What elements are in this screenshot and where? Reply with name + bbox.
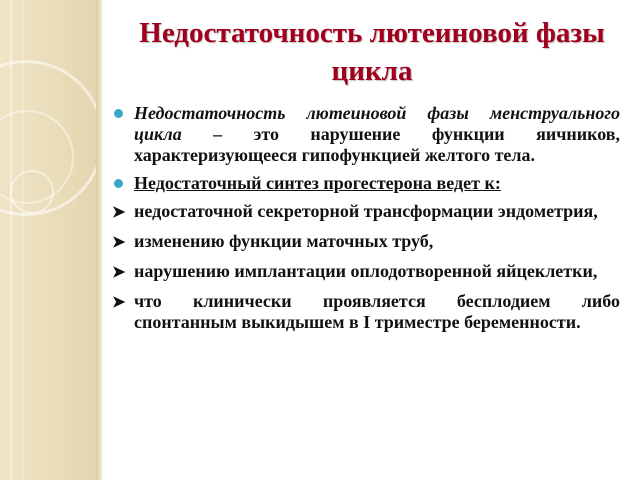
bullet-list: [112, 103, 620, 342]
definition-text: – это нарушение функции яичников, характеризующееся гипофункцией желтого тела.: [134, 124, 620, 165]
band-edge: [96, 0, 102, 480]
list-item-text: недостаточной секреторной трансформации эндометрия,: [134, 201, 598, 221]
bullet-dot-icon: [114, 109, 123, 118]
list-item: [112, 231, 620, 252]
list-item: [112, 291, 620, 333]
decorative-side-band: [0, 0, 100, 480]
arrow-bullet-icon: ➤: [112, 294, 126, 311]
list-item: [112, 103, 620, 166]
list-item-text: нарушению имплантации оплодотворенной яйцеклетки,: [134, 261, 598, 281]
list-item-text: изменению функции маточных труб,: [134, 231, 434, 251]
bullet-dot-icon: [114, 179, 123, 188]
slide-title: Недостаточность лютеиновой фазы цикла: [139, 17, 605, 87]
list-item: [112, 261, 620, 282]
arrow-bullet-icon: ➤: [112, 264, 126, 281]
arrow-bullet-icon: ➤: [112, 204, 126, 221]
decorative-circle: [10, 170, 54, 214]
list-item: [112, 173, 620, 194]
definition-term: Недостаточность лютеиновой фазы менструального цикла: [134, 103, 620, 144]
arrow-bullet-icon: ➤: [112, 234, 126, 251]
list-item: [112, 201, 620, 222]
list-item-text: что клинически проявляется бесплодием либо спонтанным выкидышем в I триместре беременности.: [134, 291, 620, 332]
list-heading: Недостаточный синтез прогестерона ведет к:: [134, 173, 501, 193]
